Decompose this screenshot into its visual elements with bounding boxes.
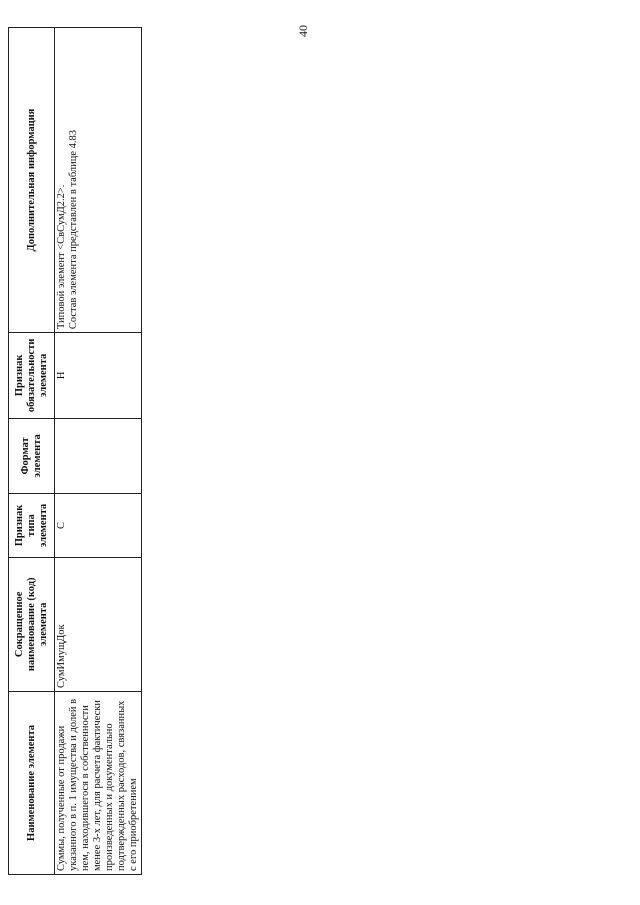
col-type: Признак типа элемента: [9, 494, 55, 557]
page-number: 40: [296, 25, 310, 37]
col-info: Дополнительная информация: [9, 28, 55, 333]
table-top-final: [8, 27, 142, 875]
col-format: Формат элемента: [9, 418, 55, 494]
col-required: Признак обязательности элемента: [9, 333, 55, 418]
col-name: Наименование элемента: [9, 691, 55, 874]
col-code: Сокращенное наименование (код) элемента: [9, 557, 55, 691]
table-row: Суммы, полученные от продажи указанного в п. 1 имущества и долей в нем, находившегося в собственности менее 3-х лет, для расчета фактически произведенных и документально подтвержденных расходов, связанных с его приобретением СумИмущДок С Н Типовой элемент <СвСумД2.2>. Состав элемента представлен в таблице 4.83: [55, 28, 142, 875]
